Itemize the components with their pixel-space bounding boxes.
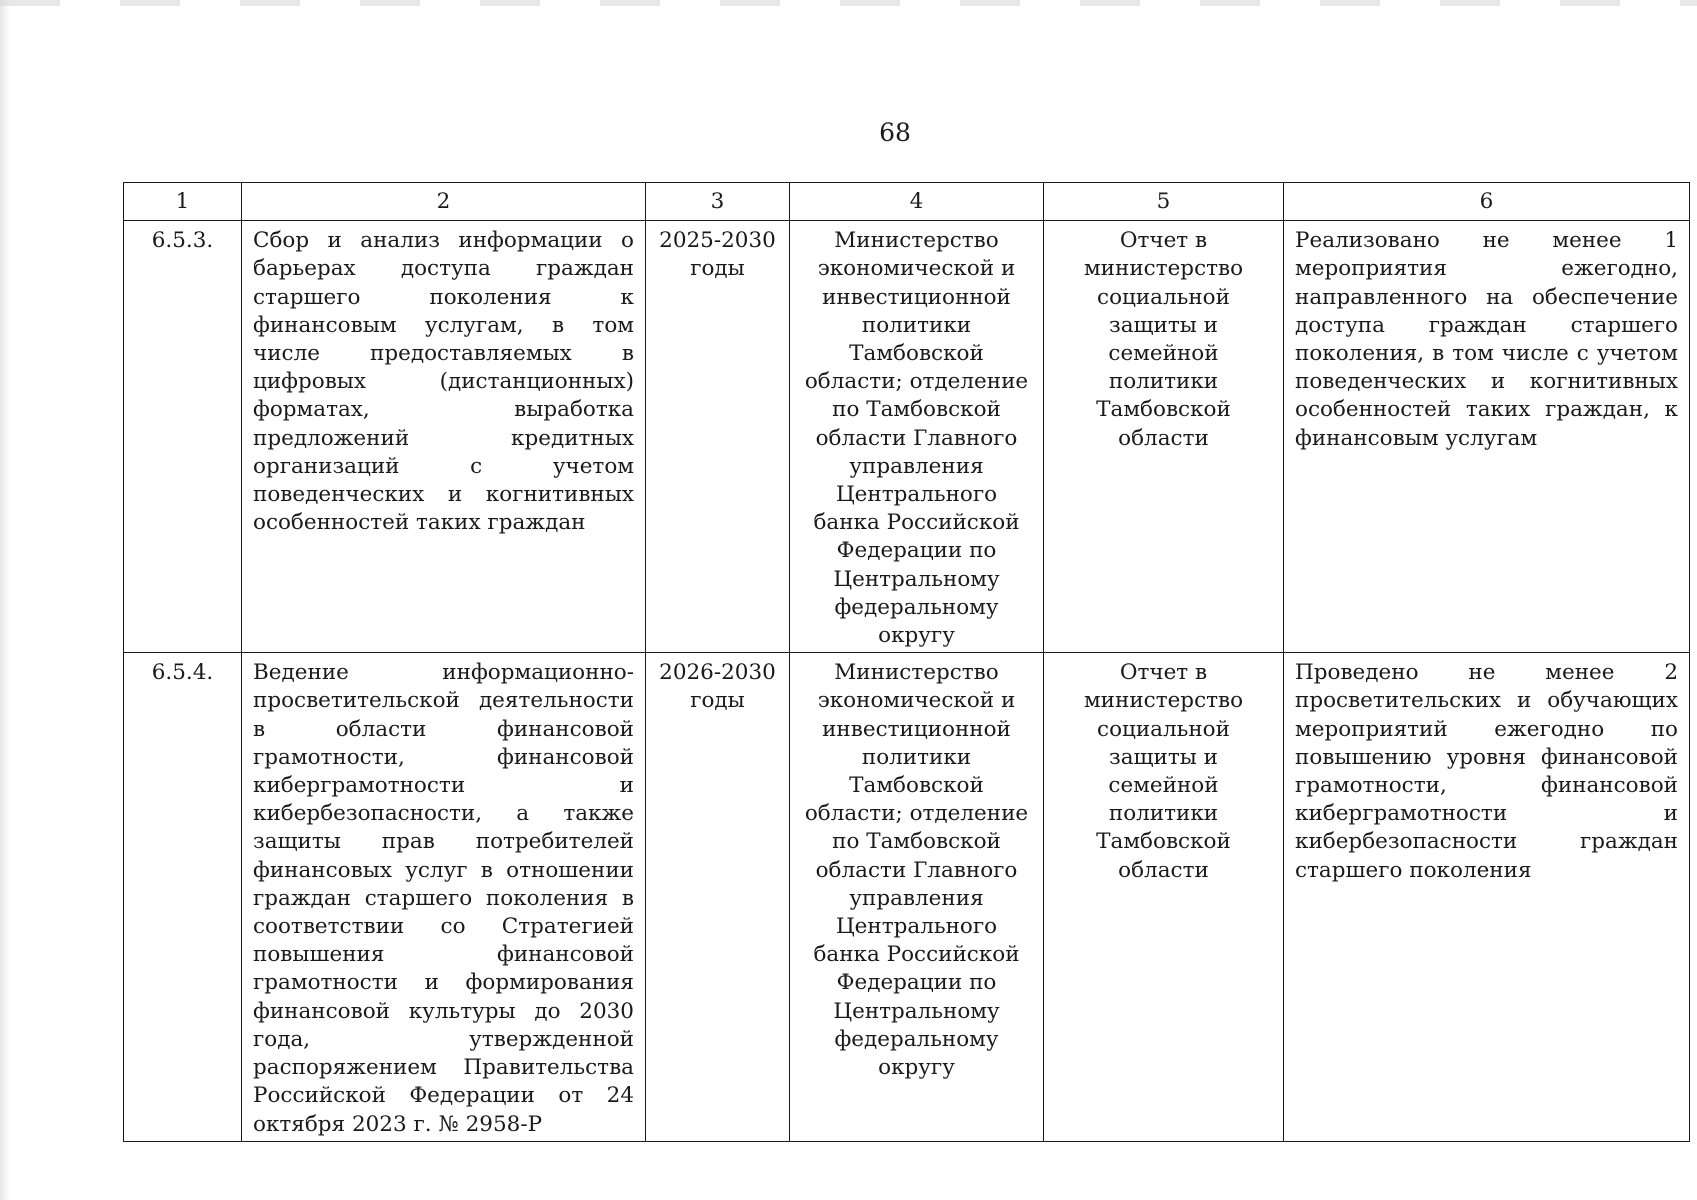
scan-top-artifact xyxy=(0,0,1697,6)
column-header-2: 2 xyxy=(242,183,646,221)
report-cell: Отчет в министерство социальной защиты и семейной политики Тамбовской области xyxy=(1044,653,1284,1141)
period-cell: 2025-2030 годы xyxy=(646,221,790,653)
activity-cell: Ведение информационно-просветительской деятельности в области финансовой грамотности, финансовой киберграмотности и кибербезопасности, а также защиты прав потребителей финансовых услуг в отношении граждан старшего поколения в соответствии со Стратегией повышения финансовой грамотности и формирования финансовой культуры до 2030 года, утвержденной распоряжением Правительства Российской Федерации от 24 октября 2023 г. № 2958-Р xyxy=(242,653,646,1141)
row-number: 6.5.4. xyxy=(124,653,242,1141)
report-cell: Отчет в министерство социальной защиты и семейной политики Тамбовской области xyxy=(1044,221,1284,653)
measures-table xyxy=(123,182,1690,1142)
table-header-row xyxy=(124,183,1690,221)
result-cell: Проведено не менее 2 просветительских и обучающих мероприятий ежегодно по повышению уровня финансовой грамотности, финансовой киберграмотности и кибербезопасности граждан старшего поколения xyxy=(1284,653,1690,1141)
scan-edge-shadow xyxy=(0,0,10,1200)
column-header-1: 1 xyxy=(124,183,242,221)
column-header-3: 3 xyxy=(646,183,790,221)
period-cell: 2026-2030 годы xyxy=(646,653,790,1141)
executors-cell: Министерство экономической и инвестиционной политики Тамбовской области; отделение по Тамбовской области Главного управления Центрального банка Российской Федерации по Центральному федеральному округу xyxy=(790,221,1044,653)
column-header-6: 6 xyxy=(1284,183,1690,221)
executors-cell: Министерство экономической и инвестиционной политики Тамбовской области; отделение по Тамбовской области Главного управления Центрального банка Российской Федерации по Центральному федеральному округу xyxy=(790,653,1044,1141)
column-header-5: 5 xyxy=(1044,183,1284,221)
table-row xyxy=(124,221,1690,653)
activity-cell: Сбор и анализ информации о барьерах доступа граждан старшего поколения к финансовым услугам, в том числе предоставляемых в цифровых (дистанционных) форматах, выработка предложений кредитных организаций с учетом поведенческих и когнитивных особенностей таких граждан xyxy=(242,221,646,653)
table-row xyxy=(124,653,1690,1141)
result-cell: Реализовано не менее 1 мероприятия ежегодно, направленного на обеспечение доступа граждан старшего поколения, в том числе с учетом поведенческих и когнитивных особенностей таких граждан, к финансовым услугам xyxy=(1284,221,1690,653)
row-number: 6.5.3. xyxy=(124,221,242,653)
column-header-4: 4 xyxy=(790,183,1044,221)
page-number: 68 xyxy=(879,118,911,147)
